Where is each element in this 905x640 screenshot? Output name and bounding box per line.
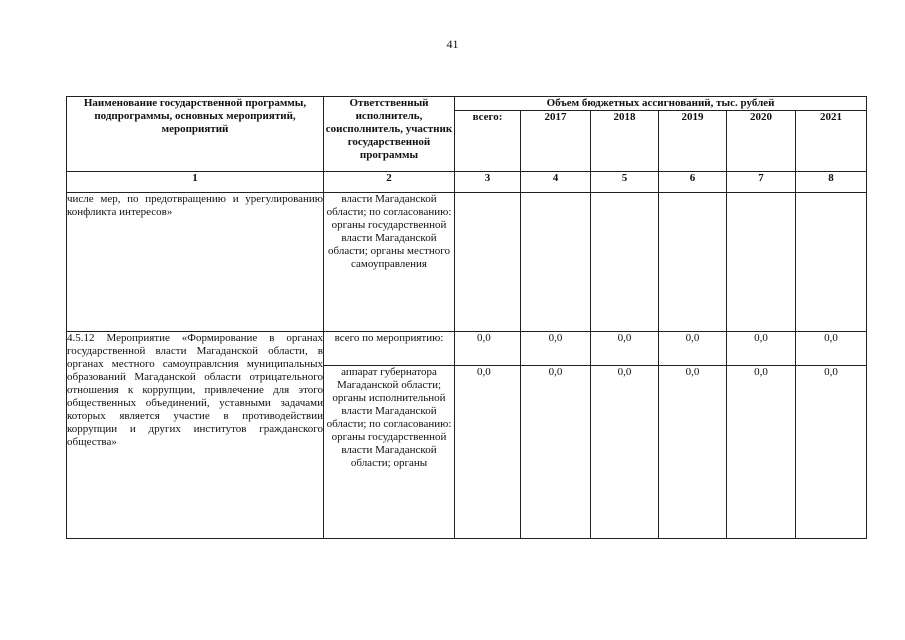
value-cell	[455, 193, 521, 332]
value-cell: 0,0	[727, 332, 796, 366]
header-year-2020: 2020	[727, 111, 796, 172]
column-index: 1	[67, 172, 324, 193]
header-year-total: всего:	[455, 111, 521, 172]
value-cell: 0,0	[796, 366, 867, 539]
value-cell	[521, 193, 591, 332]
value-cell	[796, 193, 867, 332]
column-index: 8	[796, 172, 867, 193]
column-index: 4	[521, 172, 591, 193]
column-index: 2	[324, 172, 455, 193]
column-index: 3	[455, 172, 521, 193]
header-year-2019: 2019	[659, 111, 727, 172]
value-cell: 0,0	[659, 366, 727, 539]
column-index-row	[67, 172, 867, 193]
responsible-cell: аппарат губернатора Магаданской области; органы исполнительной власти Магаданской области; по согласованию: органы государственной власти Магаданской области; органы	[324, 366, 455, 539]
value-cell	[591, 193, 659, 332]
value-cell	[727, 193, 796, 332]
value-cell: 0,0	[796, 332, 867, 366]
header-responsible: Ответственный исполнитель, соисполнитель, участник государственной программы	[324, 97, 455, 172]
value-cell	[659, 193, 727, 332]
value-cell: 0,0	[727, 366, 796, 539]
value-cell: 0,0	[659, 332, 727, 366]
column-index: 6	[659, 172, 727, 193]
header-year-2018: 2018	[591, 111, 659, 172]
value-cell: 0,0	[591, 366, 659, 539]
table-row	[67, 193, 867, 332]
value-cell: 0,0	[591, 332, 659, 366]
value-cell: 0,0	[521, 332, 591, 366]
column-index: 7	[727, 172, 796, 193]
value-cell: 0,0	[455, 332, 521, 366]
table-row	[67, 332, 867, 366]
header-year-2021: 2021	[796, 111, 867, 172]
header-name: Наименование государственной программы, подпрограммы, основных мероприятий, мероприятий	[67, 97, 324, 172]
column-index: 5	[591, 172, 659, 193]
measure-name-cell: 4.5.12 Мероприятие «Формирование в органах государственной власти Магаданской области, в органах местного самоуправлсния муниципальных образований Магаданской области отрицательного отношения к коррупции, привлечение для этого общественных объединений, уставными задачами которых является участие в противодействии коррупции и других институтов гражданского общества»	[67, 332, 324, 539]
page-number: 41	[446, 37, 459, 51]
responsible-cell: власти Магаданской области; по согласованию: органы государственной власти Магаданской области; органы местного самоуправления	[324, 193, 455, 332]
value-cell: 0,0	[521, 366, 591, 539]
measure-name-cell: числе мер, по предотвращению и урегулированию конфликта интересов»	[67, 193, 324, 332]
budget-table	[66, 96, 867, 539]
header-budget-group: Объем бюджетных ассигнований, тыс. рублей	[455, 97, 867, 111]
value-cell: 0,0	[455, 366, 521, 539]
header-row	[67, 97, 867, 111]
header-year-2017: 2017	[521, 111, 591, 172]
responsible-cell: всего по мероприятию:	[324, 332, 455, 366]
